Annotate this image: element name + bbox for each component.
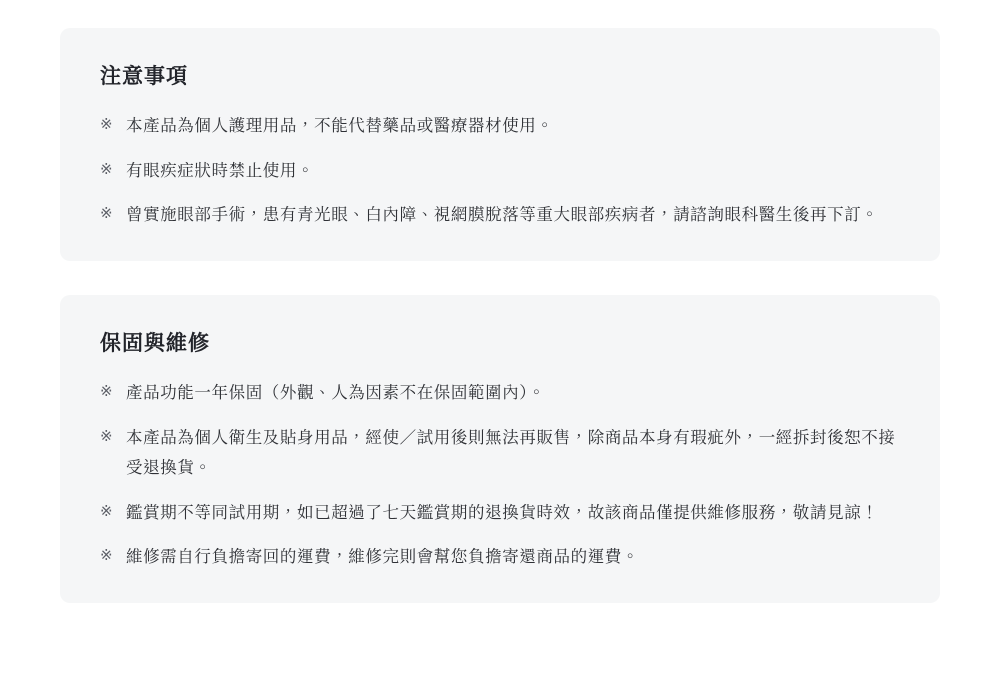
reference-mark-icon: ※ bbox=[100, 205, 114, 223]
reference-mark-icon: ※ bbox=[100, 427, 114, 445]
reference-mark-icon: ※ bbox=[100, 383, 114, 401]
list-item-text: 維修需自行負擔寄回的運費，維修完則會幫您負擔寄還商品的運費。 bbox=[126, 548, 639, 567]
list-item bbox=[100, 498, 900, 529]
list-item bbox=[100, 423, 900, 484]
section-title-warranty: 保固與維修 bbox=[100, 331, 210, 355]
warning-item-list bbox=[100, 111, 900, 231]
reference-mark-icon: ※ bbox=[100, 160, 114, 178]
list-item bbox=[100, 111, 900, 142]
list-item bbox=[100, 542, 900, 573]
list-item-text: 本產品為個人衛生及貼身用品，經使／試用後則無法再販售，除商品本身有瑕疵外，一經拆封後恕不接受退換貨。 bbox=[126, 428, 896, 478]
section-card-warning bbox=[60, 28, 940, 261]
list-item-text: 有眼疾症狀時禁止使用。 bbox=[126, 161, 315, 180]
warranty-item-list bbox=[100, 378, 900, 573]
list-item bbox=[100, 200, 900, 231]
list-item-text: 鑑賞期不等同試用期，如已超過了七天鑑賞期的退換貨時效，故該商品僅提供維修服務，敬請見諒！ bbox=[126, 503, 879, 522]
list-item-text: 產品功能一年保固（外觀、人為因素不在保固範圍內）。 bbox=[126, 384, 546, 403]
reference-mark-icon: ※ bbox=[100, 547, 114, 565]
section-title-warning: 注意事項 bbox=[100, 65, 188, 88]
list-item bbox=[100, 378, 900, 409]
section-card-warranty bbox=[60, 295, 940, 603]
reference-mark-icon: ※ bbox=[100, 502, 114, 520]
list-item bbox=[100, 156, 900, 187]
reference-mark-icon: ※ bbox=[100, 116, 114, 134]
list-item-text: 本產品為個人護理用品，不能代替藥品或醫療器材使用。 bbox=[126, 117, 554, 136]
list-item-text: 曾實施眼部手術，患有青光眼、白內障、視網膜脫落等重大眼部疾病者，請諮詢眼科醫生後再下訂。 bbox=[126, 206, 879, 225]
